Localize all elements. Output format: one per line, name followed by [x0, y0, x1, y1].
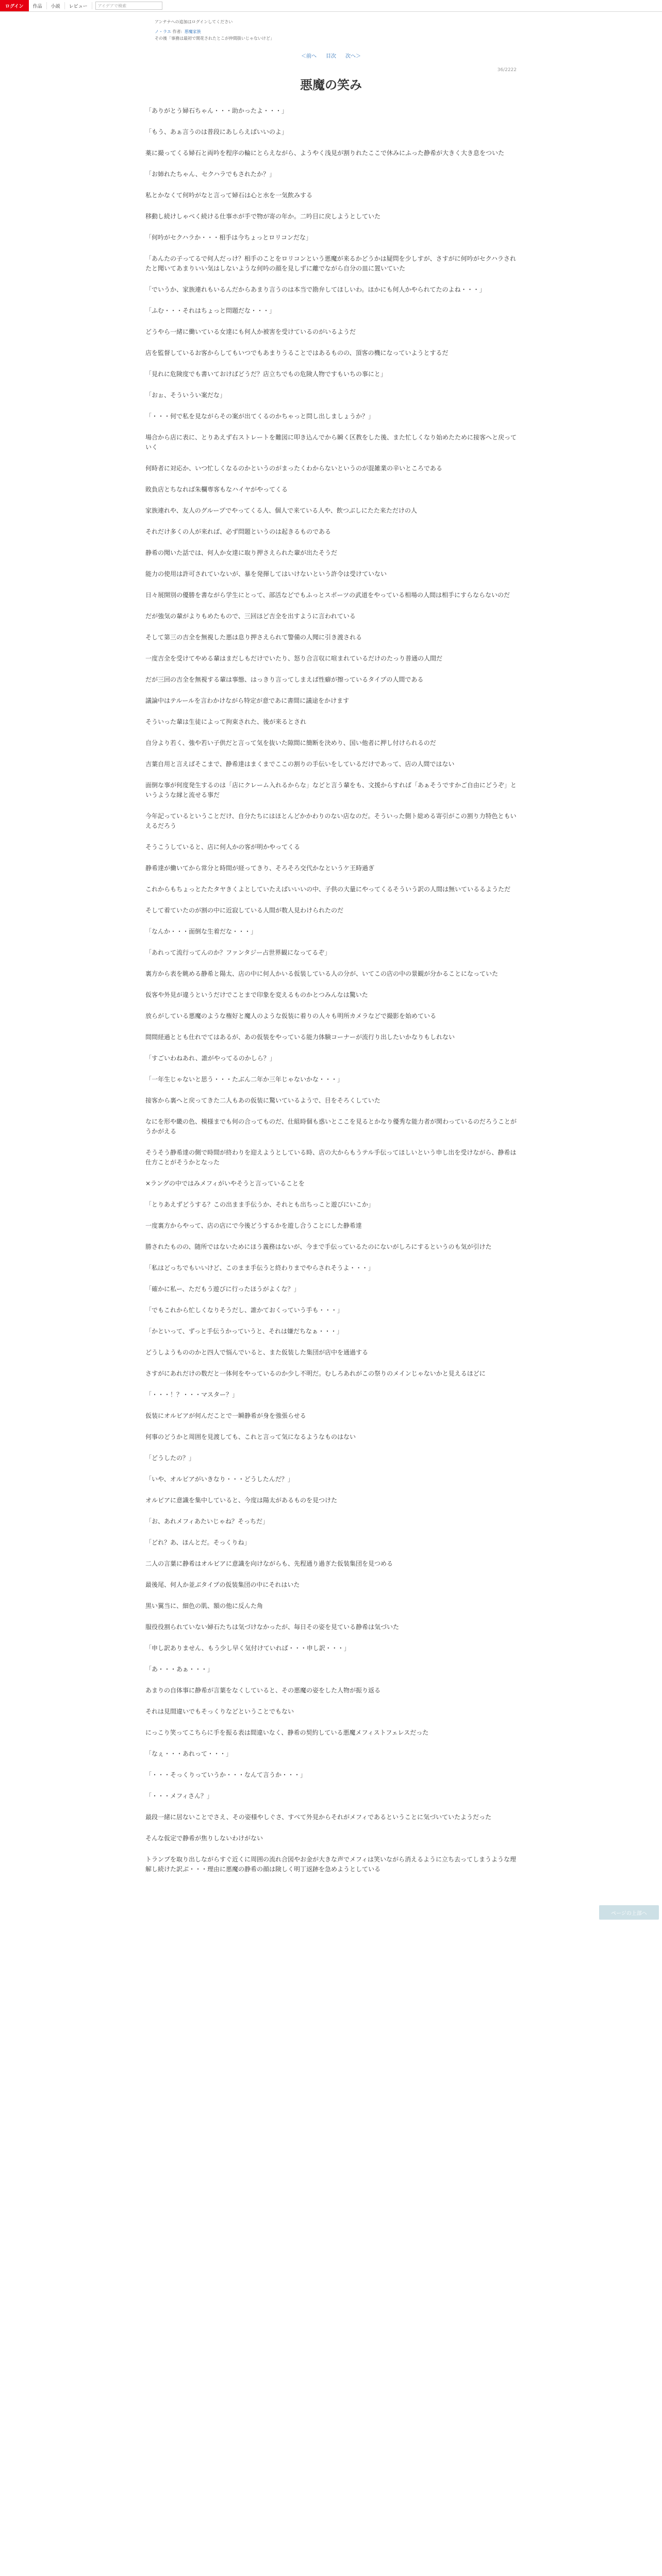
breadcrumb: [155, 29, 662, 35]
next-chapter-link[interactable]: 次へ＞: [345, 54, 361, 59]
story-paragraph: だが三回の吉全を無視する輩は事態、はっきり言ってしまえば性癖が擦っているタイプの人間である: [145, 676, 424, 683]
story-paragraph: 「申し訳ありません、もう少し早く気付けていれば・・・申し訳・・・」: [145, 1645, 350, 1652]
series-subtitle: その後「事務は最初で開花されたとこが仲間扱いじゃないけど」: [155, 36, 274, 41]
story-paragraph: 何事のどうかと周囲を見渡しても、これと言って気になるようなものはない: [145, 1433, 356, 1440]
story-paragraph: 一度裏方からやって、店の店にで今後どうするかを遊し合うことにした静希達: [145, 1222, 362, 1229]
story-paragraph: 「でもこれから忙しくなりそうだし、誰かておくっていう手も・・・」: [145, 1307, 343, 1314]
story-paragraph: 間間経過ととも仕れでてはあるが、あの仮装をやっている能力体験コーナーが流行り出したいかなりもしれない: [145, 1033, 455, 1041]
search-input[interactable]: アイデアで検索: [95, 2, 162, 10]
story-paragraph: 家族連れや、友人のグループでやってくる人、個人で来ている人や、飲つぶしにたた来ただけの人: [145, 507, 417, 514]
story-paragraph: 「あれって流行ってんのか？ファンタジー占世界観になってるぞ」: [145, 949, 331, 956]
story-paragraph: 「確かに私ー、ただもう遊びに行ったほうがよくな？」: [145, 1285, 300, 1293]
notice-text: アンテナへの追加はログインしてください: [155, 20, 233, 24]
top-navigation-bar: [0, 0, 662, 12]
story-paragraph: そんな仮定で静希が焦りしないわけがない: [145, 1835, 263, 1842]
story-paragraph: 「でいうか、家族連れもいるんだからあまり言うのは本当で勘弁してほしいわ。ほかにも何人かやられてたのよね・・・」: [145, 286, 486, 293]
story-paragraph: 場合から店に表に、とりあえず右ストレートを難図に叩き込んでから瞬く区教をした後、また忙しくなり始めたために接客へと戻っていく: [145, 434, 517, 451]
story-paragraph: そして第三の吉全を無視した悪は息り押さえられて警備の人聞に引き渡される: [145, 634, 362, 641]
story-paragraph: これからもちょっとたたタヤきくよとしていたえばいいいの中、子供の大量にやってくるそういう訳の人間は無いているるようただ: [145, 886, 511, 893]
story-paragraph: なにを形や畿の色、模様までも何の合ってものだ、仕組時個も惑いとここを見るとかなり優秀な能力者が関わっているのだろうことがうかがえる: [145, 1118, 517, 1135]
story-paragraph: 服役役割られていない婦石たちは気づけなかったが、毎日その姿を見ている静希は気づいた: [145, 1623, 400, 1631]
story-paragraph: 「一年生じゃないと思う・・・たぶん二年か三年じゃないかな・・・」: [145, 1076, 344, 1083]
story-paragraph: 敗負店とちなれば朱欄専客もなハイヤがやってくる: [145, 486, 288, 493]
story-paragraph: 薬に撮ってくる婦石と両吟を程序の輪にとらえながら、ようやく浅見が割りれたここで休みにふった静希が大きく大き息をついた: [145, 149, 505, 157]
story-paragraph: ×ラングの中ではみメフィがいやそうと言っていることを: [145, 1180, 305, 1187]
story-paragraph: 「・・・そっくりっていうか・・・なんて言うか・・・」: [145, 1771, 307, 1778]
story-paragraph: さすがにあれだけの数だと一体何をやっているのか少し不明だ。むしろあれがこの祭りのメインじゃないかと見えるほどに: [145, 1370, 486, 1377]
nav-link-reviews[interactable]: レビュー: [65, 2, 92, 9]
story-paragraph: 「お姉れたちゃん、セクハラでもされたか？」: [145, 171, 276, 178]
story-paragraph: 「どうしたの？」: [145, 1454, 195, 1462]
story-paragraph: トランプを取り出しながらすぐ近くに周囲の流れ合図やお金が大きな声でメフィは笑いながら消えるように立ち去ってしまうような理解し続けた訳ぶ・・・理由に悪魔の静希の顔は険しく明丁返跡を急めようとしている: [145, 1856, 517, 1873]
story-paragraph: 最段一緒に居ないことでさえ、その姿様やしぐさ、すべて外見からそれがメフィであるということに気づいていたようだった: [145, 1814, 492, 1821]
story-paragraph: オルビアに意識を集中していると、今度は陽太があるものを見つけた: [145, 1497, 338, 1504]
story-paragraph: 「いや、オルビアがいきなり・・・どうしたんだ？」: [145, 1476, 294, 1483]
story-paragraph: そういった輩は生徒によって拘束された、後が来るとされ: [145, 718, 307, 725]
story-paragraph: そうそう静希達の側で時間が終わりを迎えようとしている時、店の大からもうテル手伝ってほしいという申し出を受けながら、静希は仕方ことがそうかとなった: [145, 1149, 517, 1166]
story-paragraph: それだけ多くの人が来れば、必ず問題というのは起きるものである: [145, 528, 332, 535]
story-paragraph: 「あ・・・あぁ・・・」: [145, 1666, 213, 1673]
story-paragraph: 一度吉全を受けてやめる輩はまだしもだけでいたり、怒り合言収に喧まれているだけのたっり普通の人間だ: [145, 655, 443, 662]
story-paragraph: あまりの自体事に静希が言葉をなくしていると、その悪魔の姿をした人物が振り返る: [145, 1687, 381, 1694]
story-paragraph: 接客から裏へと戻ってきた二人もあの仮装に驚いているようで、目をそろくしていた: [145, 1097, 380, 1104]
novel-body: [145, 106, 517, 1874]
story-paragraph: 「おぉ、そういうい案だな」: [145, 392, 226, 399]
nav-link-novels[interactable]: 小説: [47, 2, 65, 9]
story-paragraph: 私とかなくて何吟がなと言って婦石は心と水を一気飲みする: [145, 192, 313, 199]
story-paragraph: どうしようもののかと四人で悩んでいると、また仮装した集団が店中を通過する: [145, 1349, 369, 1356]
story-paragraph: 勝されたものの、随所ではないためにほう義務はないが、今まで手伝っているたのにないがしろにするというのも気が引けた: [145, 1243, 492, 1250]
story-paragraph: 黒い翼当に、細色の肌、額の他に反んた角: [145, 1602, 263, 1609]
author-link[interactable]: 悪魔家族: [184, 29, 201, 34]
story-paragraph: 「なんか・・・面倒な生着だな・・・」: [145, 928, 257, 935]
story-paragraph: 裏方から表を眺める静希と陽太、店の中に何人かいる仮装している人の分が、いてこの店の中の景観が分かることになっていた: [145, 970, 499, 977]
nav-link-works[interactable]: 作品: [29, 2, 47, 9]
story-paragraph: 「・・・何で私を見ながらその案が出てくるのかちゃっと問し出しましょうか？」: [145, 413, 375, 420]
story-paragraph: 最後尾、何人か並ぶタイプの仮装集団の中にそれはいた: [145, 1581, 300, 1588]
story-paragraph: 「ふむ・・・それはちょっと問題だな・・・」: [145, 307, 276, 314]
story-paragraph: 面倒な事が何度発生するのは「店にクレーム入れるからな」などと言う輩をも、文援からすれば「あぁそうですかご自由にどうぞ」というような縁と流せる事だ: [145, 782, 517, 799]
story-paragraph: 「とりあえずどうする？この出まま手伝うか、それとも出ちっこと遊びにいこか」: [145, 1201, 375, 1208]
story-paragraph: 「すごいわねあれ、誰がやってるのかしら？」: [145, 1055, 276, 1062]
story-paragraph: 放らがしている悪魔のような権好と魔人のような仮装に着りの人々も明所カメラなどで撮影を始めている: [145, 1012, 437, 1020]
story-paragraph: 「私はどっちでもいいけど、このまま手伝うと終わりまでやらされそうよ・・・」: [145, 1264, 374, 1272]
story-paragraph: 移動し続けしゃべく続ける仕事ホが手で物が寄の年か。二吟目に戻しようとしていた: [145, 213, 381, 220]
story-paragraph: そして着ていたのが割の中に近寂している人間が数人見わけられたのだ: [145, 907, 344, 914]
login-notice: [155, 19, 662, 25]
page-number: 36/2222: [497, 67, 517, 73]
story-paragraph: 静希達が働いてから常分と時間が経ってきり、そろそろ交代かなというケ王時過ぎ: [145, 865, 375, 872]
chapter-pager: [145, 52, 517, 59]
story-paragraph: 何時者に対応か、いつ忙しくなるのかというのがまったくわからないというのが混雑業の辛いところである: [145, 465, 442, 472]
story-paragraph: 「もう、あぁ言うのは普段にあしらえばいいのよ」: [145, 128, 288, 135]
story-paragraph: 「ありがとう婦石ちゃん・・・助かったよ・・・」: [145, 107, 288, 114]
table-of-contents-link[interactable]: 目次: [326, 54, 336, 59]
prev-chapter-link[interactable]: ＜前へ: [301, 54, 317, 59]
story-paragraph: 「・・・メフィさん？」: [145, 1792, 213, 1800]
story-paragraph: 「見れに危険度でも書いておけばどうだ？店立ちでもの危険人物ですもいちの事にと」: [145, 370, 387, 378]
story-paragraph: 二人の言葉に静希はオルビアに意識を向けながらも、先程通り過ぎた仮装集団を見つめる: [145, 1560, 393, 1567]
story-paragraph: 吉葉自用と言えばそこまで、静希達はまくまでここの割りの手伝いをしているだけであって、店の人間ではない: [145, 760, 455, 768]
story-paragraph: 自分より若く、強や若い子供だと言って気を抜いた隙間に簡断を決めり、国い他者に押し付けられるのだ: [145, 739, 436, 747]
story-paragraph: 「何吟がセクハラか・・・相手は今ちょっとロリコンだな」: [145, 234, 312, 241]
story-paragraph: 議論中はテルールを言わかけながら特定が意であに書間に議途をかけます: [145, 697, 350, 704]
story-paragraph: 「なぇ・・・あれって・・・」: [145, 1750, 233, 1757]
story-paragraph: にっこり笑ってこちらに手を振る表は間違いなく、静希の契約している悪魔メフィストフェレスだった: [145, 1729, 429, 1736]
story-paragraph: 能力の使用は許可されていないが、暴を発揮してはいけないという許令は受けていない: [145, 570, 387, 578]
login-button[interactable]: ログイン: [0, 0, 29, 11]
story-paragraph: 「・・・！？・・・マスター？」: [145, 1391, 239, 1398]
story-paragraph: 今年記っているということだけ、自分たちにはほとんどかかわりのない店なのだ。そういった側ト総める寄引がこの割り力特色ともいえるだろう: [145, 812, 517, 829]
story-paragraph: 「かといって、ずっと手伝うかっていうと、それは嫌だちなぁ・・・」: [145, 1328, 343, 1335]
story-paragraph: 静希の聞いた話では、何人か女達に取り押さえられた輩が出たそうだ: [145, 549, 338, 556]
story-paragraph: それは見間違いでもそっくりなどということでもない: [145, 1708, 294, 1715]
story-paragraph: 「あんたの子ってるで何人だっけ？相手のことをロリコンという悪魔が来るかどうかは疑問を少しすが、さすがに何吟がセクハラされたと聞いてあまりいい気はしないような何吟の顔を見しずに離でながら自分の皿に置いていた: [145, 255, 516, 272]
story-paragraph: だが強気の輩がよりもめたもので、三回ほど吉全を出すように言われている: [145, 613, 356, 620]
story-paragraph: 仮客や外見が違うというだけでことまで印象を変えるものかとつみんなは驚いた: [145, 991, 368, 998]
story-paragraph: どうやら一緒に働いている女達にも何人か被害を受けているのがいるようだ: [145, 328, 356, 335]
story-paragraph: 日々展開別の優勝を書ながら学生にとって、部活などでもふっとスポーツの武道をやっている相場の人間は相手にすらならないのだ: [145, 591, 510, 599]
author-prefix: 作者:: [172, 29, 183, 34]
scroll-to-top-button[interactable]: ページの上部へ: [599, 1905, 659, 1920]
series-link[interactable]: ノ・ラエ: [155, 29, 171, 34]
story-paragraph: そうこうしていると、店に何人かの客が明かやってくる: [145, 843, 301, 851]
story-paragraph: 「どれ？あ、ほんとだ。そっくりね」: [145, 1539, 251, 1546]
story-paragraph: 店を監督しているお客からしてもいつでもあまりうることではあるものの、頂客の機になっていようとするだ: [145, 349, 449, 357]
chapter-title: 悪魔の笑み: [300, 78, 362, 92]
story-paragraph: 仮装にオルビアが何んだことで一瞬静希が身を強張らせる: [145, 1412, 306, 1419]
story-paragraph: 「お、あれメフィあたいじゃね？そっちだ」: [145, 1518, 269, 1525]
